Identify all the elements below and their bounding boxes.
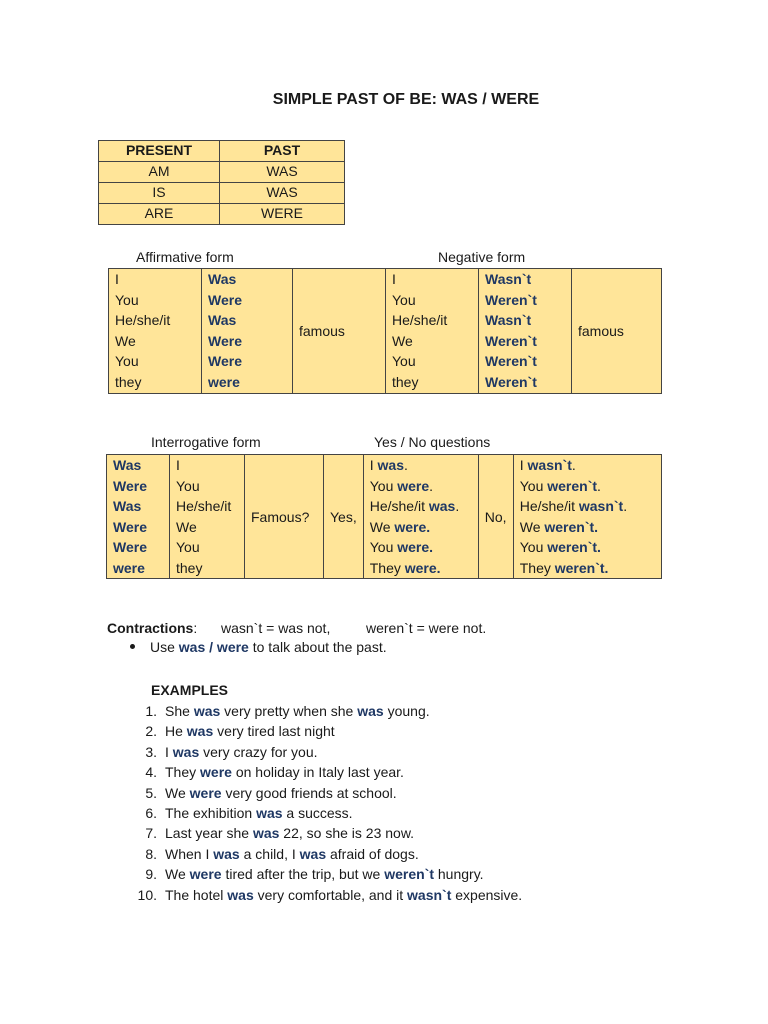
example-number: 4.	[145, 764, 157, 781]
affirmative-caption: Affirmative form	[136, 249, 234, 265]
pronoun: We	[392, 332, 413, 349]
verb: Were	[208, 291, 242, 308]
pronoun: I	[115, 271, 119, 287]
yes-label: Yes,	[324, 455, 364, 579]
example-number: 7.	[145, 825, 157, 842]
verb: Wasn`t	[485, 271, 532, 287]
example-number: 5.	[145, 784, 157, 801]
verb: Was	[113, 498, 142, 514]
verb: Weren`t	[485, 353, 537, 369]
yes-answer: You were.	[369, 539, 434, 555]
verb: Were	[113, 477, 147, 494]
verb: were	[208, 373, 240, 390]
yes-answer: I was.	[369, 457, 408, 473]
pronoun: they	[176, 559, 203, 576]
negative-verbs	[479, 269, 572, 394]
affirmative-negative-table	[108, 268, 662, 394]
example-item: 6. The exhibition was a success.	[143, 803, 522, 823]
affirmative-complement: famous	[293, 269, 386, 394]
negative-pronouns	[386, 269, 479, 394]
interrogative-pronouns	[170, 455, 245, 579]
yes-answer: They were.	[369, 559, 441, 576]
example-number: 1.	[145, 703, 157, 719]
present-cell: AM	[99, 162, 220, 183]
verb: Were	[113, 518, 147, 535]
present-cell: ARE	[99, 204, 220, 225]
pronoun: You	[176, 477, 200, 494]
pronoun: You	[392, 291, 416, 308]
yes-answer: We were.	[369, 518, 431, 535]
pronoun: He/she/it	[176, 498, 232, 514]
verb: Were	[208, 332, 242, 349]
example-number: 3.	[145, 743, 157, 760]
pronoun: He/she/it	[115, 312, 171, 328]
no-answer: They weren`t.	[519, 559, 609, 576]
pronoun: You	[392, 353, 416, 369]
no-answer: We weren`t.	[519, 518, 599, 535]
example-number: 6.	[145, 804, 157, 821]
example-number: 2.	[145, 723, 157, 740]
example-item: 7. Last year she was 22, so she is 23 now.	[143, 823, 522, 843]
past-cell: WAS	[220, 183, 345, 204]
usage-bullet: Use was / were to talk about the past.	[130, 639, 387, 655]
example-item: 9. We were tired after the trip, but we weren`t hungry.	[143, 864, 522, 884]
pronoun: they	[392, 373, 419, 390]
verb: Was	[113, 457, 142, 473]
example-item: 8. When I was a child, I was afraid of dogs.	[143, 844, 522, 864]
example-number: 10.	[137, 886, 157, 903]
verb: Was	[208, 271, 237, 287]
past-header: PAST	[220, 141, 345, 162]
contractions-label: Contractions	[107, 620, 194, 636]
pronoun: they	[115, 373, 142, 390]
examples-list	[137, 701, 523, 905]
affirmative-verbs	[202, 269, 293, 394]
verb: Weren`t	[485, 291, 537, 308]
example-item: 5. We were very good friends at school.	[143, 783, 522, 803]
negative-complement: famous	[572, 269, 662, 394]
example-item: 10. The hotel was very comfortable, and it wasn`t expensive.	[143, 885, 522, 905]
example-number: 9.	[145, 866, 157, 883]
pronoun: He/she/it	[392, 312, 448, 328]
verb: Weren`t	[485, 332, 537, 349]
interrogative-verbs	[107, 455, 170, 579]
pronoun: You	[176, 539, 200, 555]
pronoun: You	[115, 353, 139, 369]
verb: Weren`t	[485, 373, 537, 390]
examples-heading: EXAMPLES	[151, 682, 229, 698]
verb: Were	[208, 353, 242, 369]
verb: Was	[208, 312, 237, 328]
pronoun: We	[115, 332, 136, 349]
present-past-table	[98, 140, 345, 225]
affirmative-pronouns	[109, 269, 202, 394]
yes-answer: You were.	[369, 477, 434, 494]
past-cell: WERE	[220, 204, 345, 225]
page-title: SIMPLE PAST OF BE: WAS / WERE	[272, 91, 540, 108]
interrogative-table	[106, 454, 662, 579]
verb: were	[113, 559, 145, 576]
present-header: PRESENT	[99, 141, 220, 162]
example-item: 3. I was very crazy for you.	[143, 742, 522, 762]
contractions-colon: :	[193, 620, 198, 636]
no-answer: You weren`t.	[519, 539, 601, 555]
pronoun: You	[115, 291, 139, 308]
bullet-icon	[130, 644, 135, 649]
negative-caption: Negative form	[438, 249, 526, 265]
example-number: 8.	[145, 845, 157, 862]
no-answers	[513, 455, 661, 579]
contraction-wasnt: wasn`t = was not,	[221, 620, 331, 636]
verb: Were	[113, 539, 147, 555]
pronoun: I	[392, 271, 396, 287]
no-answer: I wasn`t.	[519, 457, 576, 473]
no-label: No,	[478, 455, 513, 579]
no-answer: You weren`t.	[519, 477, 601, 494]
contraction-werent: weren`t = were not.	[366, 620, 487, 636]
pronoun: I	[176, 457, 180, 473]
example-item: 2. He was very tired last night	[143, 721, 522, 741]
pronoun: We	[176, 518, 197, 535]
interrogative-complement: Famous?	[245, 455, 324, 579]
verb: Wasn`t	[485, 312, 532, 328]
no-answer: He/she/it wasn`t.	[519, 498, 628, 514]
contractions-line	[107, 620, 197, 636]
yes-no-caption: Yes / No questions	[374, 434, 491, 450]
past-cell: WAS	[220, 162, 345, 183]
yes-answer: He/she/it was.	[369, 498, 460, 514]
example-item: 1. She was very pretty when she was young.	[143, 701, 522, 721]
yes-answers	[363, 455, 478, 579]
interrogative-caption: Interrogative form	[151, 434, 261, 450]
example-item: 4. They were on holiday in Italy last year.	[143, 762, 522, 782]
present-cell: IS	[99, 183, 220, 204]
